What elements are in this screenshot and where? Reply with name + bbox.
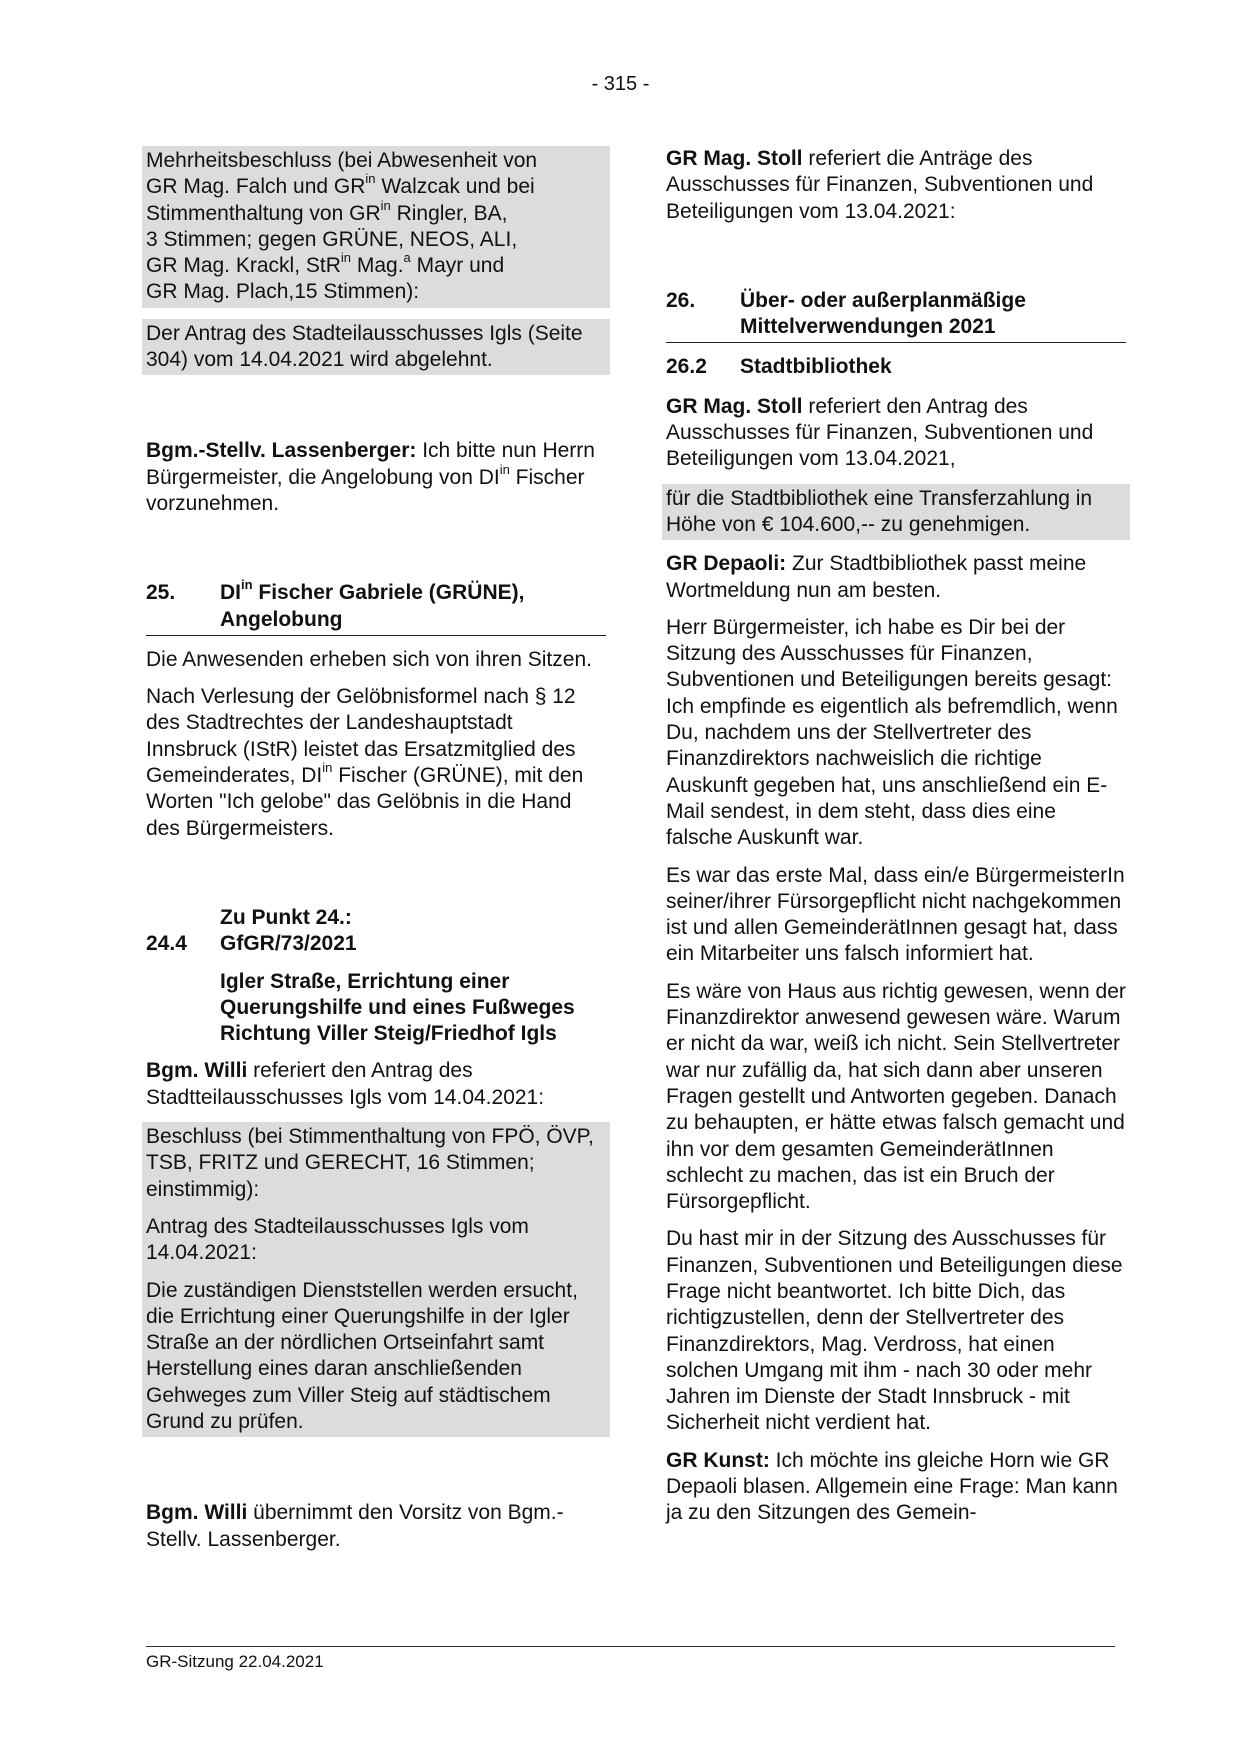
antrag-stadtbibliothek: für die Stadtbibliothek eine Transferzahlung in Höhe von € 104.600,-- zu genehmigen.: [662, 484, 1130, 541]
agenda-item-title: Igler Straße, Errichtung einer Querungshilfe und eines Fußweges Richtung Viller Steig/Friedhof Igls: [220, 969, 575, 1046]
footer-text: GR-Sitzung 22.04.2021: [146, 1652, 324, 1671]
paragraph-oath: Nach Verlesung der Gelöbnisformel nach § 12 des Stadtrechtes der Landeshauptstadt Innsbruck (IStR) leistet das Ersatzmitglied des Gemeinderates, $DI^{in}$ Fischer (GRÜNE), mit den Worten "Ich gelobe" das Gelöbnis in die Hand des Bürgermeisters.: [146, 685, 584, 840]
paragraph-depaoli-4: Du hast mir in der Sitzung des Ausschusses für Finanzen, Subventionen und Beteiligungen diese Frage nicht beantwortet. Ich bitte Dich, das richtigzustellen, denn der Stellvertreter des Finanzdirektors, Mag. Verdross, hat einen solchen Umgang mit ihm - nach 30 oder mehr Jahren im Dienste der Stadt Innsbruck - mit Sicherheit nicht verdient hat.: [666, 1227, 1123, 1435]
antrag-text: Die zuständigen Dienststellen werden ersucht, die Errichtung einer Querungshilfe in der Igler Straße an der nördlichen Ortseinfahrt samt Herstellung eines daran anschließenden Gehweges zum Viller Steig auf städtischem Grund zu prüfen.: [142, 1269, 610, 1438]
footer-divider: [146, 1646, 1115, 1647]
paragraph-depaoli-2: Es war das erste Mal, dass ein/e BürgermeisterIn seiner/ihrer Fürsorgepflicht nicht nachgekommen ist und allen GemeinderätInnen gesagt hat, dass ein Mitarbeiter uns falsch informiert hat.: [666, 863, 1125, 966]
speech-willi-chair: Bgm. Willi übernimmt den Vorsitz von Bgm.-Stellv. Lassenberger.: [146, 1501, 564, 1551]
speech-willi: Bgm. Willi referiert den Antrag des Stadtteilausschusses Igls vom 14.04.2021:: [146, 1059, 545, 1109]
agenda-item-24-4: 24.4 Zu Punkt 24.: GfGR/73/2021: [146, 905, 357, 956]
speech-stoll-1: GR Mag. Stoll referiert die Anträge des Ausschusses für Finanzen, Subventionen und Beteiligungen vom 13.04.2021:: [666, 147, 1094, 223]
section-heading-25: 25. $DI^{in}$ Fischer Gabriele (GRÜNE), Angelobung: [146, 580, 606, 636]
paragraph-depaoli-1: Herr Bürgermeister, ich habe es Dir bei der Sitzung des Ausschusses für Finanzen, Subventionen und Beteiligungen bereits gesagt: Ich empfinde es eigentlich als befremdlich, wenn Du, nachdem uns der Stellvertreter des Finanzdirektors nachweislich die richtige Auskunft gegeben hat, uns anschließend ein E-Mail sendest, in dem steht, dass dies eine falsche Auskunft war.: [666, 615, 1118, 850]
vote-unanimous: Beschluss (bei Stimmenthaltung von FPÖ, ÖVP, TSB, FRITZ und GERECHT, 16 Stimmen; einstimmig):: [142, 1122, 610, 1205]
speech-depaoli: GR Depaoli: Zur Stadtbibliothek passt meine Wortmeldung nun am besten.: [666, 552, 1087, 602]
paragraph-depaoli-3: Es wäre von Haus aus richtig gewesen, wenn der Finanzdirektor anwesend gewesen wäre. Warum er nicht da war, weiß ich nicht. Sein Stellvertreter war nur zufällig da, hat sich dann aber unseren Fragen gestellt und Antworten gegeben. Danach zu behaupten, er hätte etwas falsch gemacht und ihn vor dem gesamten GemeinderätInnen schlecht zu machen, das ist ein Bruch der Fürsorgepflicht.: [666, 979, 1126, 1214]
right-column: [666, 146, 1126, 1527]
paragraph-rise: Die Anwesenden erheben sich von ihren Sitzen.: [146, 647, 592, 671]
speech-lassenberger: Bgm.-Stellv. Lassenberger: Ich bitte nun Herrn Bürgermeister, die Angelobung von $DI^{in}$ Fischer vorzunehmen.: [146, 439, 595, 515]
speech-kunst: GR Kunst: Ich möchte ins gleiche Horn wie GR Depaoli blasen. Allgemein eine Frage: Man kann ja zu den Sitzungen des Gemein-: [666, 1448, 1118, 1525]
speech-stoll-2: GR Mag. Stoll referiert den Antrag des Ausschusses für Finanzen, Subventionen und Beteiligungen vom 13.04.2021,: [666, 394, 1094, 471]
page-number: - 315 -: [591, 73, 650, 95]
section-heading-26-2: 26.2 Stadtbibliothek: [666, 355, 892, 379]
section-heading-26: 26. Über- oder außerplanmäßige Mittelverwendungen 2021: [666, 288, 1126, 344]
vote-result-block: Mehrheitsbeschluss (bei Abwesenheit von GR Mag. Falch und $GR^{in}$ Walzcak und bei Stimmenthaltung von $GR^{in}$ Ringler, BA, 3 Stimmen; gegen GRÜNE, NEOS, ALI, GR Mag. Krackl, StR$^{in}$ Mag.$^a$ Mayr und GR Mag. Plach,15 Stimmen):: [142, 146, 610, 308]
left-column: [146, 146, 606, 1553]
rejection-text: Der Antrag des Stadteilausschusses Igls (Seite 304) vom 14.04.2021 wird abgelehnt.: [142, 319, 610, 376]
antrag-title: Antrag des Stadteilausschusses Igls vom 14.04.2021:: [142, 1205, 610, 1269]
